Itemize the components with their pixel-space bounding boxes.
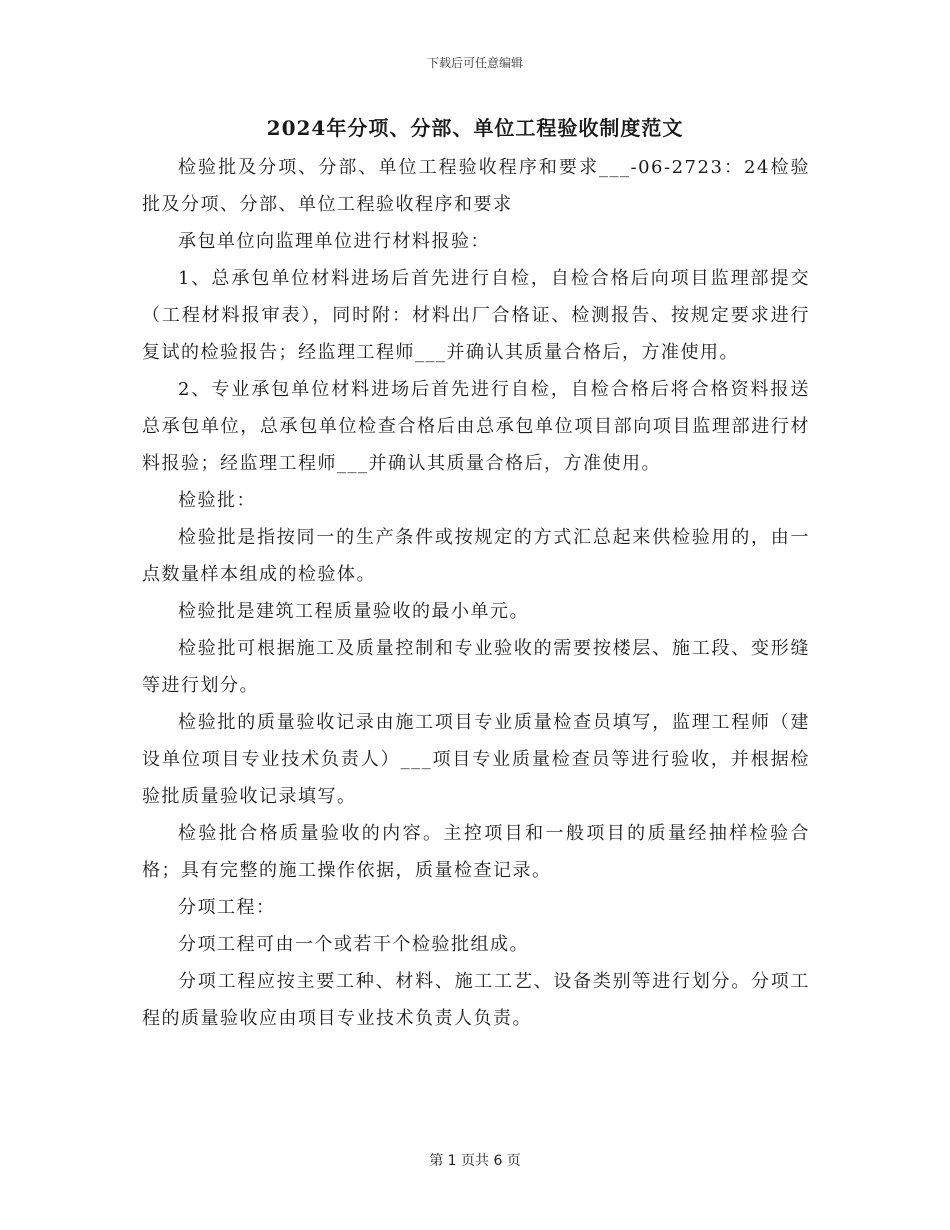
page-header: 下载后可任意编辑 <box>426 56 523 70</box>
paragraph: 检验批可根据施工及质量控制和专业验收的需要按楼层、施工段、变形缝等进行划分。 <box>142 638 810 696</box>
paragraph: 检验批合格质量验收的内容。主控项目和一般项目的质量经抽样检验合格；具有完整的施工操作依据，质量检查记录。 <box>142 823 810 881</box>
page-footer: 第 1 页共 6 页 <box>429 1153 521 1169</box>
paragraph: 检验批的质量验收记录由施工项目专业质量检查员填写，监理工程师（建设单位项目专业技术负责人）___项目专业质量检查员等进行验收，并根据检验批质量验收记录填写。 <box>142 712 810 807</box>
paragraph: 承包单位向监理单位进行材料报验： <box>178 231 490 252</box>
paragraph: 分项工程可由一个或若干个检验批组成。 <box>178 934 529 955</box>
paragraph: 检验批： <box>178 490 256 511</box>
paragraph: 分项工程应按主要工种、材料、施工工艺、设备类别等进行划分。分项工程的质量验收应由项目专业技术负责人负责。 <box>142 971 810 1029</box>
paragraph: 分项工程： <box>178 897 276 918</box>
paragraph: 2、专业承包单位材料进场后首先进行自检，自检合格后将合格资料报送总承包单位，总承包单位检查合格后由总承包单位项目部向项目监理部进行材料报验；经监理工程师___并确认其质量合格后，方准使用。 <box>142 379 810 474</box>
paragraph: 检验批是指按同一的生产条件或按规定的方式汇总起来供检验用的，由一点数量样本组成的检验体。 <box>142 527 810 585</box>
document-title: 2024年分项、分部、单位工程验收制度范文 <box>266 116 684 140</box>
paragraph: 检验批是建筑工程质量验收的最小单元。 <box>178 601 529 622</box>
paragraph: 检验批及分项、分部、单位工程验收程序和要求___-06-2723：24检验批及分项、分部、单位工程验收程序和要求 <box>142 157 810 215</box>
document-body <box>142 149 810 1037</box>
paragraph: 1、总承包单位材料进场后首先进行自检，自检合格后向项目监理部提交（工程材料报审表），同时附：材料出厂合格证、检测报告、按规定要求进行复试的检验报告；经监理工程师___并确认其质量合格后，方准使用。 <box>142 268 810 363</box>
